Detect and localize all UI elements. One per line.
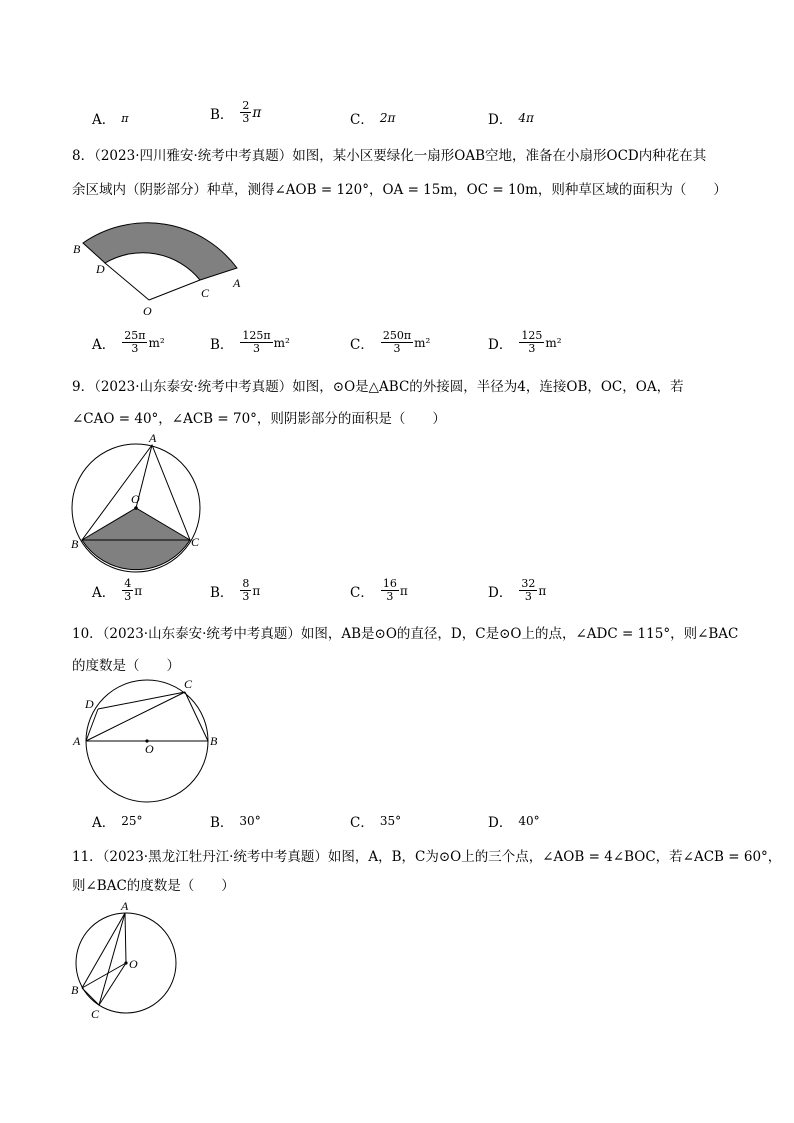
q8-label-a: A — [233, 276, 241, 290]
q11-center-dot — [124, 961, 127, 964]
q8-label-d: D — [96, 262, 105, 276]
q11-label-c: C — [91, 1007, 100, 1021]
q9-option-b: B． $\frac{8}{3}$ π — [210, 577, 261, 603]
q11-figure-circle — [65, 898, 185, 1023]
q11-label-a: A — [121, 899, 129, 913]
q11-label-b: B — [71, 983, 79, 997]
q7-option-a: A． π — [92, 111, 129, 128]
q7-option-b-fraction: $\frac{2}{3}$ — [242, 99, 250, 125]
q8-option-a: A． $\frac{25\pi}{3}$ m² — [92, 329, 165, 355]
q10-stem-line2: 的度数是（ ） — [72, 658, 180, 674]
q9-option-b-fraction: $\frac{8}{3}$ — [242, 577, 250, 603]
q8-shaded-region — [83, 223, 237, 280]
q8-radius-oc — [149, 280, 200, 300]
q11-segment-ab — [82, 913, 125, 988]
q9-option-a: A． $\frac{4}{3}$ π — [92, 577, 143, 603]
q10-option-a: A． 25° — [92, 814, 143, 831]
q9-label-b: B — [71, 537, 79, 551]
q8-label-o: O — [143, 304, 152, 318]
q10-segment-dc — [98, 692, 185, 709]
q9-label-o: O — [131, 492, 140, 506]
q8-option-a-fraction: $\frac{25\pi}{3}$ — [124, 329, 146, 355]
q10-segment-cb — [185, 692, 208, 741]
q9-center-dot — [134, 506, 138, 510]
q9-figure-circle — [65, 430, 210, 580]
q9-option-a-fraction: $\frac{4}{3}$ — [124, 577, 132, 603]
q9-option-d: D． $\frac{32}{3}$ π — [488, 577, 547, 603]
q10-figure-circle — [65, 675, 225, 805]
q8-option-b-fraction: $\frac{125\pi}{3}$ — [242, 329, 271, 355]
q8-label-b: B — [73, 242, 81, 256]
q8-label-c: C — [201, 286, 210, 300]
q8-option-c-fraction: $\frac{250\pi}{3}$ — [382, 329, 412, 355]
q10-label-b: B — [210, 734, 218, 748]
q10-label-c: C — [184, 677, 193, 691]
q9-option-c: C． $\frac{16}{3}$ π — [350, 577, 408, 603]
q11-segment-oc — [99, 963, 126, 1005]
q11-segment-bc — [82, 988, 99, 1005]
q8-option-d-fraction: $\frac{125}{3}$ — [521, 329, 543, 355]
q9-stem-line1: 9．（2023·山东泰安·统考中考真题）如图，⊙O是△ABC的外接圆，半径为4，连接OB，OC，OA，若 — [72, 379, 684, 395]
q11-segment-oa — [125, 913, 126, 963]
q9-label-a: A — [149, 431, 157, 445]
q11-stem-line2: 则∠BAC的度数是（ ） — [72, 878, 235, 894]
q10-label-o: O — [145, 742, 154, 756]
q7-option-c: C． 2π — [350, 111, 396, 128]
q8-radius-od — [105, 263, 149, 300]
q11-segment-ac — [99, 913, 125, 1005]
q8-option-c: C． $\frac{250\pi}{3}$ m² — [350, 329, 431, 355]
q7-option-b: B． $\frac{2}{3}$ π — [210, 99, 262, 125]
q9-label-c: C — [191, 535, 200, 549]
q10-option-d: D． 40° — [488, 814, 540, 831]
q8-option-d: D． $\frac{125}{3}$ m² — [488, 329, 562, 355]
q8-option-b: B． $\frac{125\pi}{3}$ m² — [210, 329, 290, 355]
q10-label-a: A — [73, 734, 81, 748]
q11-stem-line1: 11．（2023·黑龙江牡丹江·统考中考真题）如图，A，B，C为⊙O上的三个点，∠AOB = 4∠BOC，若∠ACB = 60°， — [72, 849, 782, 865]
q9-stem-line2: ∠CAO = 40°，∠ACB = 70°，则阴影部分的面积是（ ） — [72, 411, 446, 427]
q8-stem-line1: 8．（2023·四川雅安·统考中考真题）如图，某小区要绿化一扇形OAB空地，准备在小扇形OCD内种花在其 — [72, 148, 707, 164]
q9-option-c-fraction: $\frac{16}{3}$ — [382, 577, 397, 603]
q8-figure-sector — [65, 205, 255, 320]
q10-label-d: D — [85, 697, 94, 711]
q10-segment-ac — [86, 692, 185, 741]
q10-option-c: C． 35° — [350, 814, 402, 831]
q8-stem-line2: 余区域内（阴影部分）种草，测得∠AOB = 120°，OA = 15m，OC = 10m，则种草区域的面积为（ ） — [72, 182, 727, 198]
q10-option-b: B． 30° — [210, 814, 261, 831]
q7-option-d: D． 4π — [488, 111, 534, 128]
q10-stem-line1: 10．（2023·山东泰安·统考中考真题）如图，AB是⊙O的直径，D，C是⊙O上的点，∠ADC = 115°，则∠BAC — [72, 626, 739, 642]
q11-label-o: O — [129, 957, 138, 971]
q9-option-d-fraction: $\frac{32}{3}$ — [521, 577, 536, 603]
